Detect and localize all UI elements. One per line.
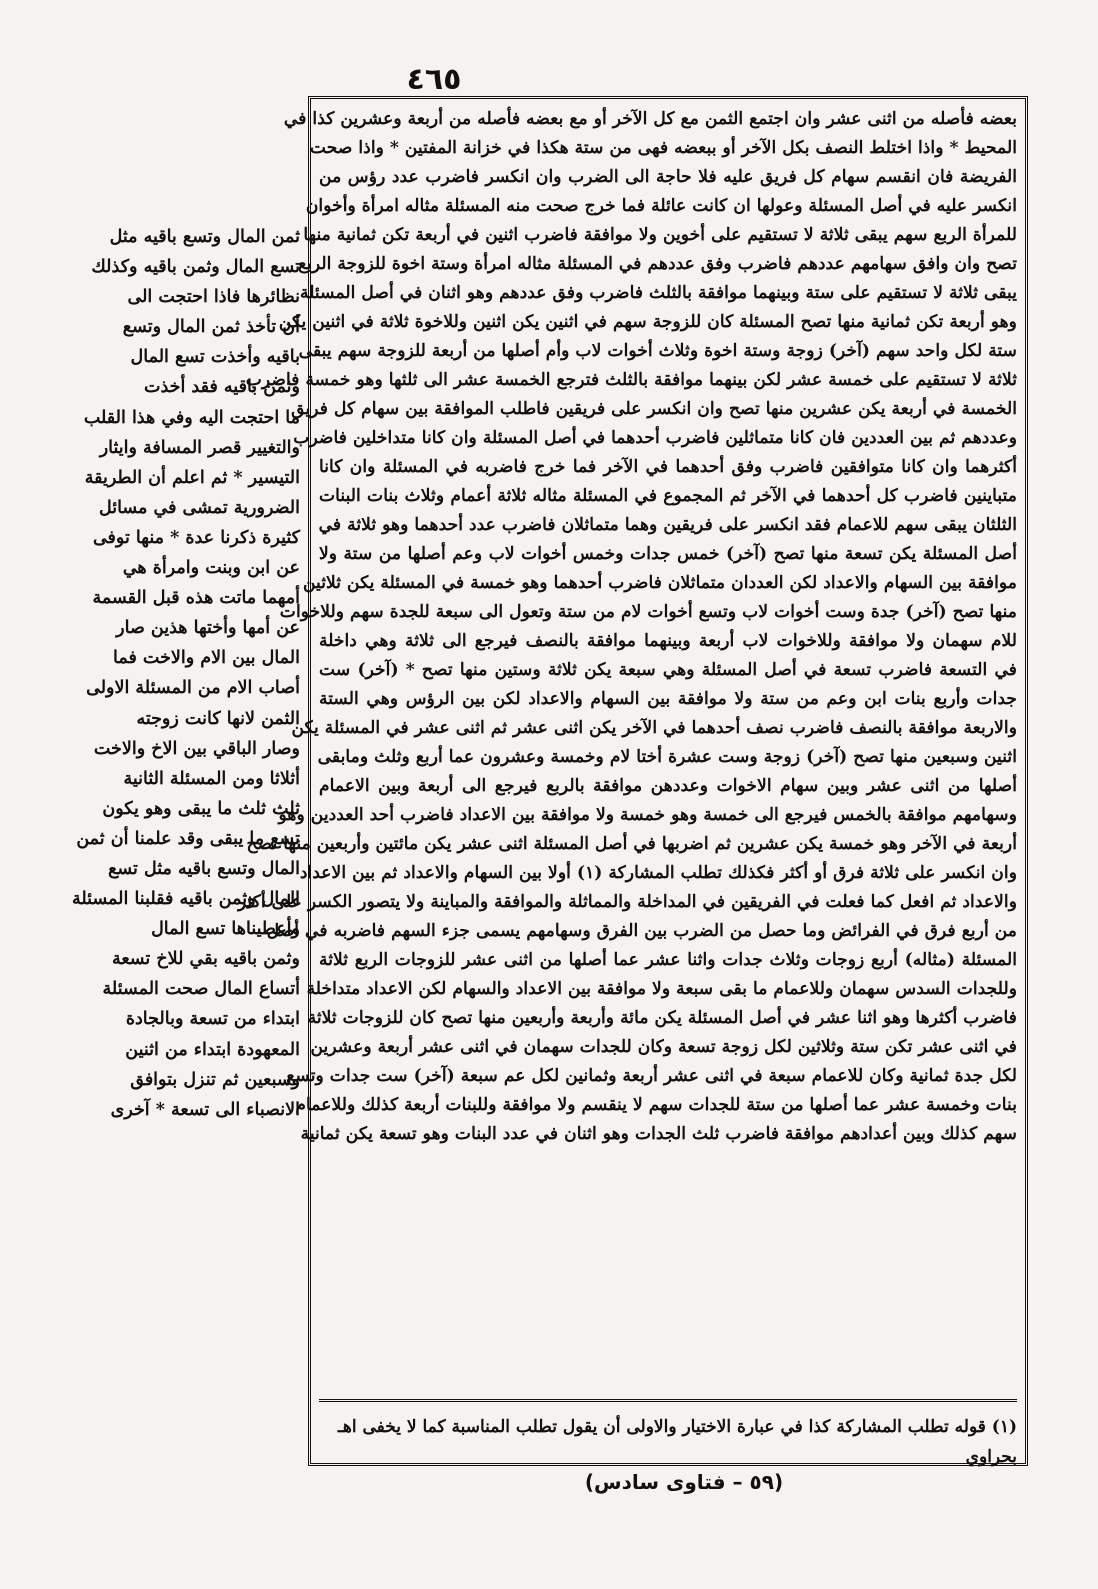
footnote: (١) قوله تطلب المشاركة كذا في عبارة الاختيار والاولى أن يقول تطلب المناسبة كما لا يخفى اهـ بحراوي xyxy=(319,1399,1017,1459)
main-text-line: الثلثان يبقى سهم للاعمام فقد انكسر على فريقين وهما متماثلان فاضرب عدد أحدهما وهو ثلاثة في xyxy=(318,515,1017,535)
main-text-line: المحيط * واذا اختلط النصف بكل الآخر أو ببعضه فهى من ستة هكذا في خزانة المفتين * واذا صحت xyxy=(309,138,1017,158)
margin-text-line: المعهودة ابتداء من اثنين xyxy=(125,1039,300,1060)
main-text-line: ثلاثة لا تستقيم على خمسة عشر لكن بينهما موافقة بالثلث فترجع الخمسة عشر الى ثلثها وهو خمسة فاضرب xyxy=(245,370,1017,390)
main-text-line: جدات وأربع بنات ابن وعم من ستة ولا موافقة بين السهام والاعداد لكن بين الرؤس وهي الستة xyxy=(319,689,1017,709)
main-text-line: والاربعة موافقة بالنصف فاضرب نصف أحدهما في الآخر يكن اثنى عشر ثم اثنى عشر في المسئلة يكن xyxy=(291,718,1017,738)
main-text-line: فاضرب أكثرها وهو اثنا عشر في أصل المسئلة يكن مائة وأربعة وأربعين منها تصح كان للزوجات ثلاثة xyxy=(307,1008,1017,1028)
main-text-line: وللجدات السدس سهمان وللاعمام ما بقى سبعة ولا موافقة بين الاعداد والسهام لكن الاعداد متداخلة xyxy=(306,979,1017,999)
signature-caption: (٥٩ – فتاوى سادس) xyxy=(584,1470,784,1494)
margin-text-line: أن تأخذ ثمن المال وتسع xyxy=(122,317,300,338)
main-text-line: في اثنى عشر تكن ستة وثلاثين لكل زوجة تسعة وكان للجدات سهمان في اثنى عشر أربعة وعشرين xyxy=(310,1037,1017,1057)
main-text-line: الفريضة فان انقسم سهام كل فريق عليه فلا حاجة الى الضرب وان انكسر فاضرب عدد رؤس من xyxy=(319,167,1017,187)
main-text-line: بعضه فأصله من اثنى عشر وان اجتمع الثمن مع كل الآخر أو مع بعضه فأصله من أربعة وعشرين كذا في xyxy=(283,109,1017,129)
main-text-line: تصح وان وافق سهامهم عددهم فاضرب وفق عددهم في المسئلة مثاله امرأة وستة اخوة للزوجة الربع xyxy=(297,254,1017,274)
margin-text-line: أثلاثا ومن المسئلة الثانية xyxy=(123,768,300,789)
margin-text-line: أصاب الام من المسئلة الاولى xyxy=(86,678,300,699)
margin-text-line: كثيرة ذكرنا عدة * منها توفى xyxy=(92,527,300,548)
margin-text-line: تسع ما يبقى وقد علمنا أن ثمن xyxy=(76,828,300,849)
main-text-line: ستة لكل واحد سهم (آخر) زوجة وستة اخوة وثلاث أخوات لاب وأم أصلها من أربعة للزوجة سهم يبقى xyxy=(298,341,1017,361)
main-text-line: وان انكسر على ثلاثة فرق أو أكثر فكذلك تطلب المشاركة (١) أولا بين السهام والاعداد ثم بين الاعداد xyxy=(299,863,1017,883)
margin-text-line: التيسير * ثم اعلم أن الطريقة xyxy=(84,467,300,488)
margin-text-line: ما احتجت اليه وفي هذا القلب xyxy=(83,407,300,428)
main-text-line: للام سهمان ولا موافقة وللاخوات لاب أربعة وبينهما موافقة بالنصف فيرجع الى ثلاثة وهي داخلة xyxy=(319,631,1017,651)
main-text-line: والاعداد ثم افعل كما فعلت في الفريقين في المداخلة والمماثلة والموافقة والمباينة ولا يتصور الكسر على أكثر xyxy=(238,892,1017,912)
margin-text-line: تسع المال وثمن باقيه وكذلك xyxy=(91,257,300,278)
margin-text-line: والتغيير قصر المسافة وايثار xyxy=(99,437,300,458)
main-text-line: في التسعة فاضرب تسعة في أصل المسئلة وهي سبعة يكن ثلاثة وستين منها تصح * (آخر) ست xyxy=(319,660,1017,680)
main-text-line: سهم كذلك وبين أعدادهم موافقة فاضرب ثلث الجدات وهو اثنان في عدد البنات وهو تسعة يكن ثمانية xyxy=(300,1124,1017,1144)
main-text-line: وهو أربعة تكن ثمانية منها تصح المسئلة كان للزوجة سهم في اثنين يكن اثنين وللاخوة ثلاثة في اثنين يكن xyxy=(278,312,1017,332)
main-text-line: لكل جدة ثمانية وكان للاعمام سبعة في اثنى عشر أربعة وثمانين لكل عم سبعة (آخر) ست جدات وتسع xyxy=(286,1066,1017,1086)
main-text-line: انكسر عليه في أصل المسئلة وعولها ان كانت عائلة فما خرج صحت منه المسئلة مثاله امرأة وأخوان xyxy=(305,196,1017,216)
margin-text-line: الانصباء الى تسعة * آخرى xyxy=(110,1099,300,1120)
margin-text-line: عن ابن وبنت وامرأة هي xyxy=(122,558,300,579)
main-text-line: من أربع فرق في الفرائض وما حصل من الضرب بين الفرق وسهامهم يسمى جزء السهم فاضربه في أصل xyxy=(266,921,1017,941)
main-text-line: منها تصح (آخر) جدة وست أخوات لاب وتسع أخوات لام من ستة وتعول الى سبعة للجدة سهم وللاخوات xyxy=(279,602,1017,622)
main-text-body xyxy=(238,105,1017,1387)
main-text-line: موافقة بين السهام والاعداد لكن العددان متماثلان فاضرب أحدهما وهو خمسة في المسئلة يكن ثلاثين xyxy=(302,573,1017,593)
main-text-line: متباينين فاضرب كل أحدهما في الآخر ثم المجموع في المسئلة مثاله ثلاثة أعمام وثلاث بنات البنات xyxy=(319,486,1017,506)
margin-text-line: وأعطيناها تسع المال xyxy=(151,919,300,940)
main-text-line: أصل المسئلة يكن تسعة منها تصح (آخر) خمس جدات وخمس أخوات لاب وعم أصلها من ستة ولا xyxy=(319,544,1017,564)
main-text-line: وعددهم ثم بين العددين فان كانا متماثلين فاضرب أحدهما في أصل المسئلة وان كانا متداخلين فاضرب xyxy=(293,428,1017,448)
margin-text-line: وثمن باقيه فقد أخذت xyxy=(143,377,300,398)
margin-text-line: وثمن باقيه بقي للاخ تسعة xyxy=(111,949,300,970)
main-text-line: الخمسة في أربعة يكن عشرين منها تصح وان انكسر على فريقين فاطلب الموافقة بين سهام كل فريق xyxy=(291,399,1017,419)
margin-text-line: أمهما ماتت هذه قبل القسمة xyxy=(92,588,300,609)
main-text-line: أربعة في الآخر وهو خمسة يكن عشرين ثم اضربها في أصل المسئلة اثنى عشر يكن مائتين وأربعين منها تصح xyxy=(246,834,1017,854)
main-text-line: بنات وخمسة عشر عما أصلها من ستة للجدات سهم لا ينقسم ولا موافقة وللبنات أربعة كذلك وللاعمام xyxy=(295,1095,1017,1115)
margin-text-line: باقيه وأخذت تسع المال xyxy=(130,347,300,368)
margin-text-line: المال بين الام والاخت فما xyxy=(113,648,300,669)
margin-text-line: ثلث ثلث ما يبقى وهو يكون xyxy=(102,798,300,819)
margin-text-line: المال وتسع باقيه مثل تسع xyxy=(108,858,300,879)
main-text-line: يبقى ثلاثة لا تستقيم على ستة وبينهما موافقة بالثلث فاضرب وفق عددهم وهو اثنان في أصل المسئلة xyxy=(300,283,1017,303)
main-text-line: اثنين وسبعين منها تصح (آخر) زوجة وست عشرة أختا لام وخمسة وعشرون عما أربع وثلث ومابقى xyxy=(317,747,1017,767)
main-text-line: المسئلة (مثاله) أربع زوجات وثلاث جدات واثنا عشر عما أصلها من اثنى عشر للزوجات الربع ثلاثة xyxy=(319,950,1017,970)
margin-text-line: الضرورية تمشى في مسائل xyxy=(98,497,300,518)
margin-text-line: نظائرها فاذا احتجت الى xyxy=(127,287,300,308)
main-text-line: أصلها من اثنى عشر وبين سهام الاخوات وعددهن موافقة بالربع فيرجع الى أربعة وبين الاعمام xyxy=(319,776,1017,796)
margin-text-line: أتساع المال صحت المسئلة xyxy=(102,979,300,1000)
margin-text-line: وصار الباقي بين الاخ والاخت xyxy=(93,738,300,759)
main-text-line: أكثرهما وان كانا متوافقين فاضرب وفق أحدهما في الآخر فما خرج فاضربه في المسئلة وان كانا xyxy=(319,457,1017,477)
page-number: ٤٦٥ xyxy=(406,62,462,97)
margin-text-line: وسبعين ثم تنزل بتوافق xyxy=(130,1069,300,1090)
main-text-line: للمرأة الربع سهم يبقى ثلاثة لا تستقيم على أخوين ولا موافقة فاضرب اثنين في أربعة تكن ثمانية منها xyxy=(303,225,1017,245)
margin-text-line: ابتداء من تسعة وبالجادة xyxy=(125,1009,300,1030)
main-text-frame xyxy=(238,96,1028,1467)
margin-text-line: الثمن لانها كانت زوجته xyxy=(136,708,300,729)
main-text-line: وسهامهم موافقة بالخمس فيرجع الى خمسة وهو خمسة ولا موافقة بين الاعداد فاضرب أحد العددين وهو xyxy=(278,805,1017,825)
margin-text-line: المال وثمن باقيه فقلبنا المسئلة xyxy=(71,889,300,910)
margin-text-line: ثمن المال وتسع باقيه مثل xyxy=(109,227,300,247)
margin-text-line: عن أمها وأختها هذين صار xyxy=(116,618,300,639)
